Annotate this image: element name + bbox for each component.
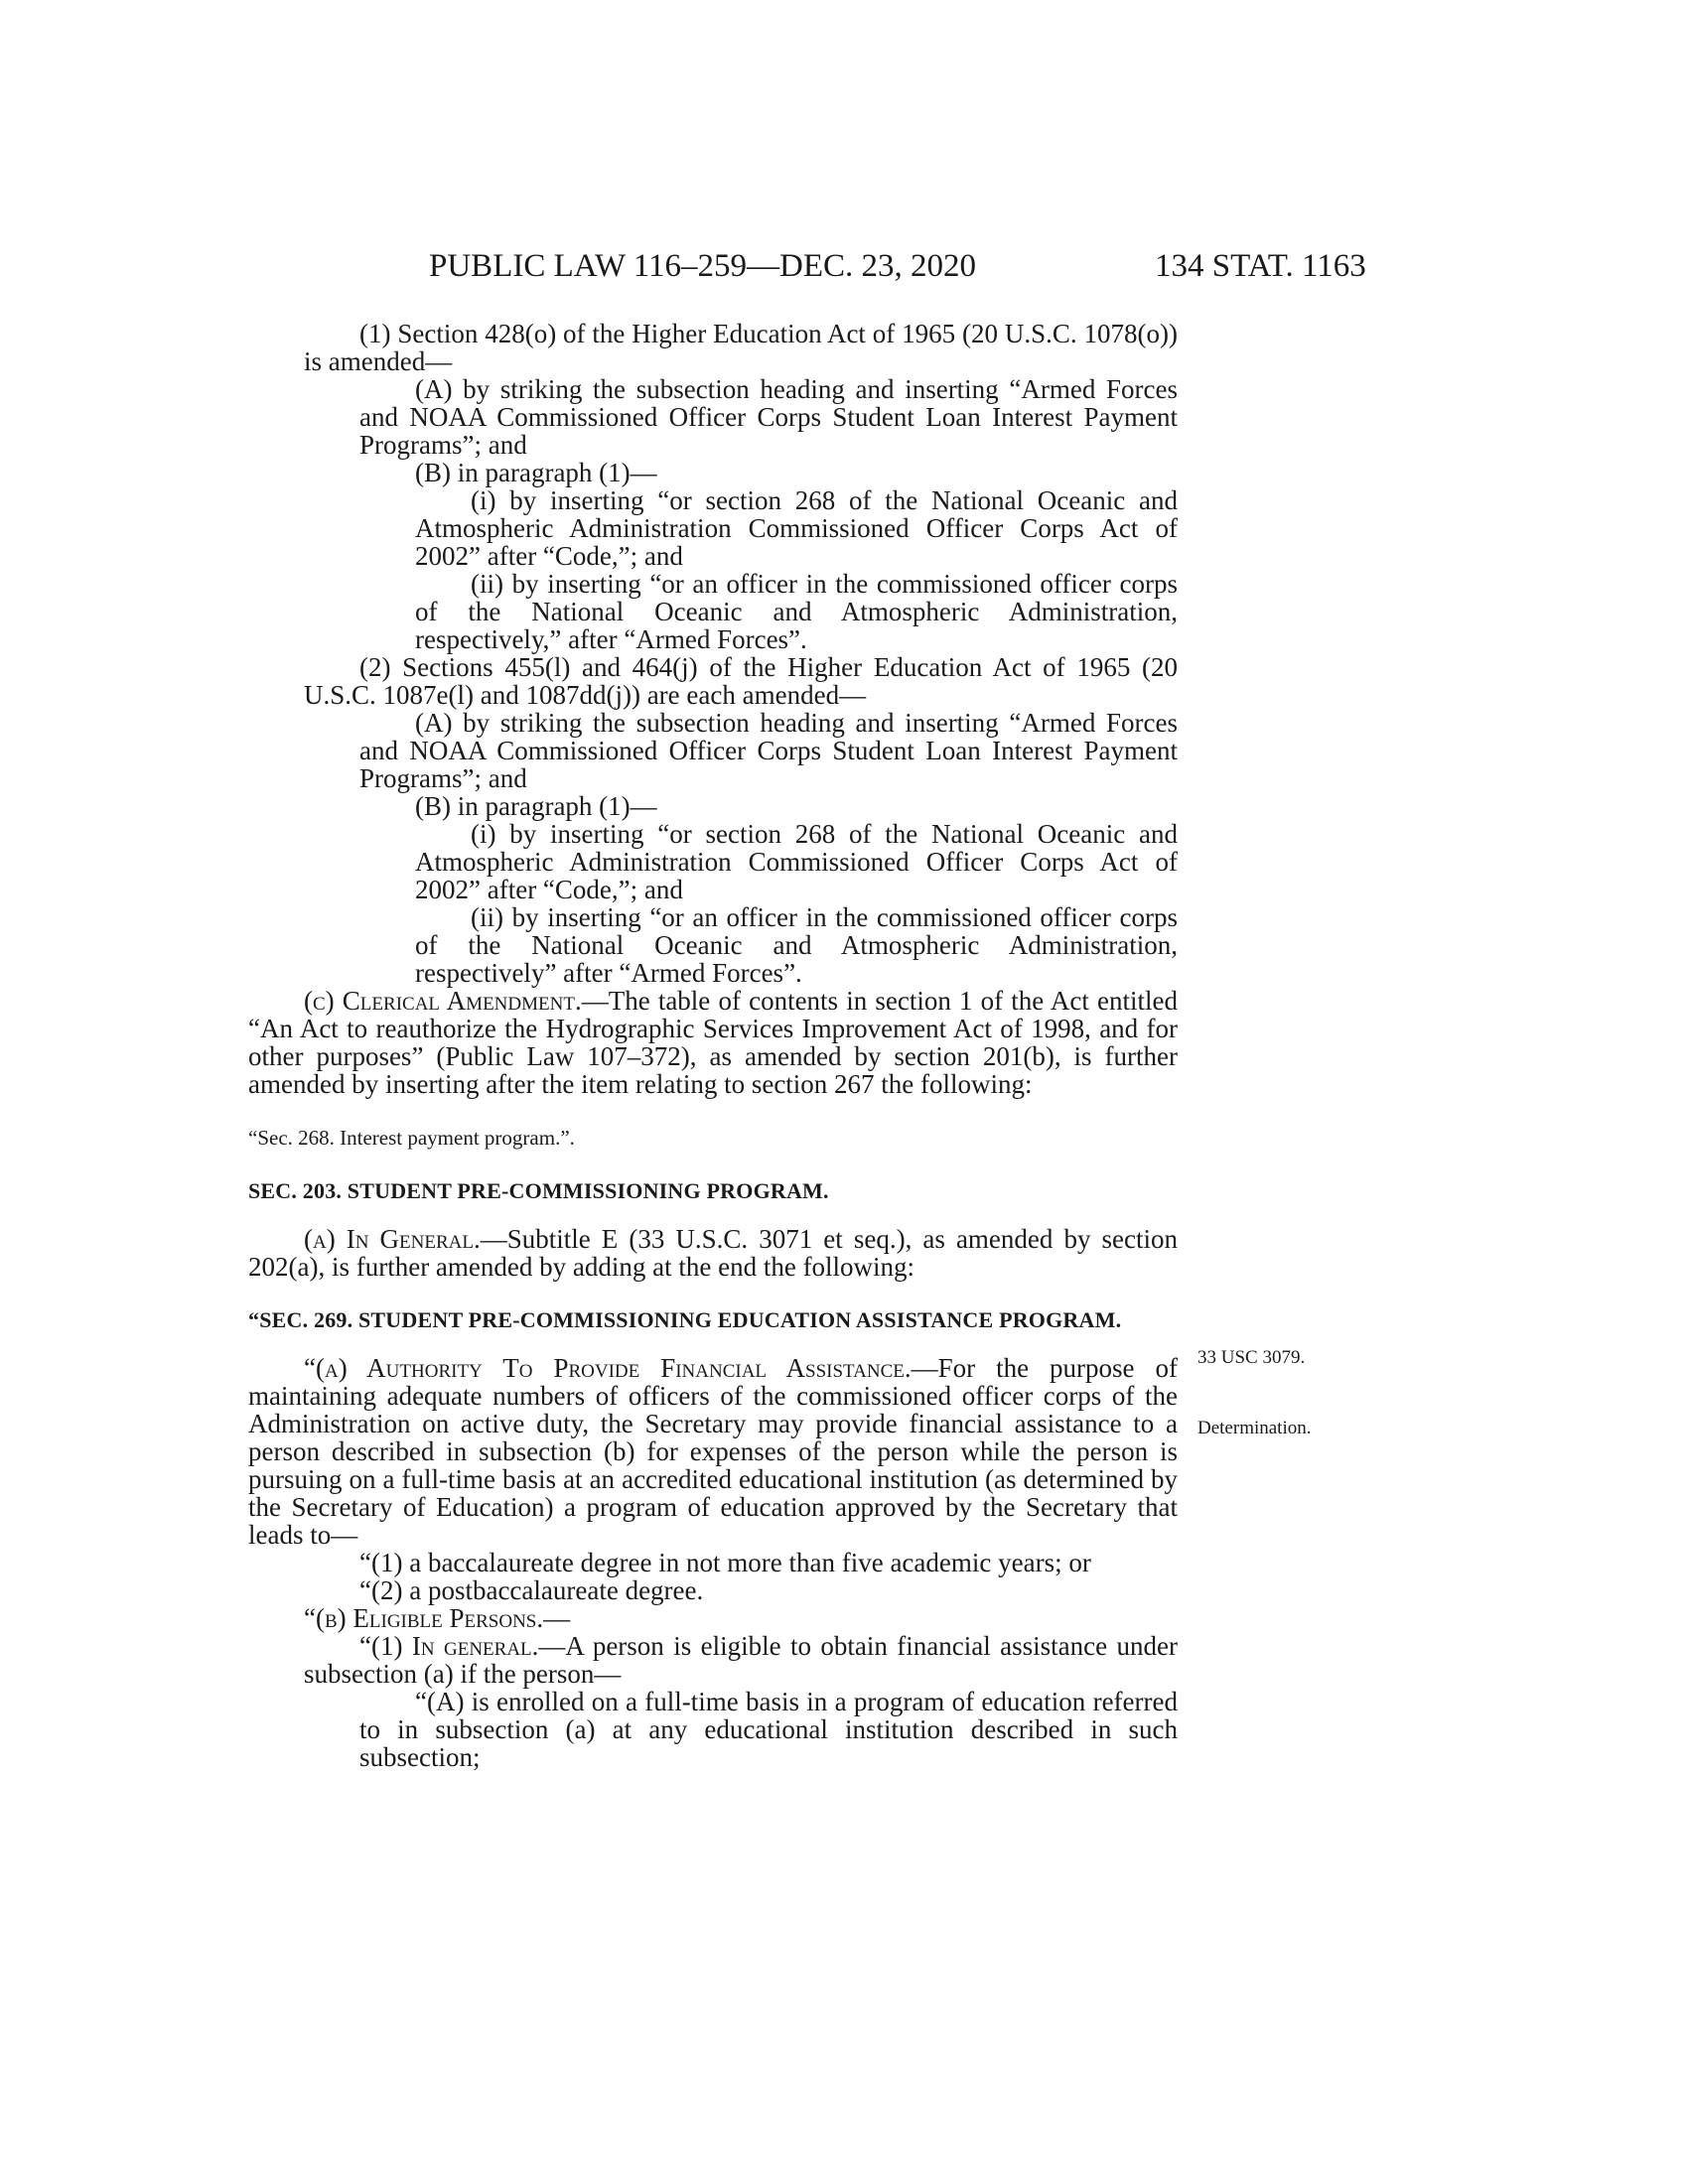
paragraph-269-b-1-a: “(A) is enrolled on a full-time basis in a program of education referred to in subsection (a) at any educational institution described in such subsection; [359,1687,1178,1772]
paragraph-2-a: (A) by striking the subsection heading and inserting “Armed Forces and NOAA Commissioned Officer Corps Student Loan Interest Payment Programs”; and [359,708,1178,793]
paragraph-c [248,987,1178,1098]
paragraph-2-b-i: (i) by inserting “or section 268 of the National Oceanic and Atmospheric Administration Commissioned Officer Corps Act of 2002” after “Code,”; and [415,819,1178,904]
paragraph-c-text: —The table of contents in section 1 of the Act entitled “An Act to reauthorize the Hydrographic Services Improvement Act of 1998, and for other purposes” (Public Law 107–372), as amended by section 201(b), is further amended by inserting after the item relating to section 267 the following: [248,986,1179,1099]
paragraph-269-a-1: “(1) a baccalaureate degree in not more than five academic years; or [359,1548,1091,1577]
paragraph-c-label: (c) Clerical Amendment. [304,986,582,1016]
paragraph-203-a-label: (a) In General. [304,1224,481,1254]
margin-note-usc: 33 USC 3079. [1197,1347,1306,1368]
section-203-heading: SEC. 203. STUDENT PRE-COMMISSIONING PROGRAM. [248,1178,829,1203]
section-269-heading: “SEC. 269. STUDENT PRE-COMMISSIONING EDUCATION ASSISTANCE PROGRAM. [248,1307,1122,1332]
paragraph-203-a-text: —Subtitle E (33 U.S.C. 3071 et seq.), as amended by section 202(a), is further amended by adding at the end the following: [248,1224,1178,1282]
paragraph-1-b-i: (i) by inserting “or section 268 of the National Oceanic and Atmospheric Administration Commissioned Officer Corps Act of 2002” after “Code,”; and [415,485,1178,571]
paragraph-269-b [304,1604,1178,1632]
text-column [248,319,1179,1772]
paragraph-269-b-1 [304,1632,1178,1688]
paragraph-1-b-ii: (ii) by inserting “or an officer in the commissioned officer corps of the National Oceanic and Atmospheric Administration, respectively,” after “Armed Forces”. [415,569,1178,654]
paragraph-269-b-label: “(b) Eligible Persons. [304,1603,544,1633]
paragraph-269-b-dash: — [543,1603,571,1633]
paragraph-269-a-2: “(2) a postbaccalaureate degree. [359,1575,704,1605]
running-header-page-number: 134 STAT. 1163 [1155,248,1366,284]
paragraph-1: (1) Section 428(o) of the Higher Education Act of 1965 (20 U.S.C. 1078(o)) is amended— [304,319,1178,376]
paragraph-269-a-text: —For the purpose of maintaining adequate numbers of officers of the commissioned officer corps of the Administration on active duty, the Secretary may provide financial assistance to a person described in subsection (b) for expenses of the person while the person is pursuing on a full-time basis at an accredited educational institution (as determined by the Secretary of Education) a program of education approved by the Secretary that leads to— [248,1353,1178,1550]
paragraph-2-b-ii: (ii) by inserting “or an officer in the commissioned officer corps of the National Oceanic and Atmospheric Administration, respectively” after “Armed Forces”. [415,902,1178,988]
paragraph-269-b-1-text: —A person is eligible to obtain financial assistance under subsection (a) if the person— [304,1631,1178,1689]
margin-note-determination: Determination. [1197,1418,1312,1438]
running-header-title: PUBLIC LAW 116–259—DEC. 23, 2020 [429,248,977,284]
paragraph-1-b: (B) in paragraph (1)— [415,458,657,487]
paragraph-2-b: (B) in paragraph (1)— [415,791,657,821]
paragraph-2: (2) Sections 455(l) and 464(j) of the Higher Education Act of 1965 (20 U.S.C. 1087e(l) and 1087dd(j)) are each amended— [304,652,1178,710]
paragraph-1-a: (A) by striking the subsection heading and inserting “Armed Forces and NOAA Commissioned Officer Corps Student Loan Interest Payment Programs”; and [359,374,1178,460]
paragraph-203-a [248,1225,1178,1281]
paragraph-269-a [248,1354,1178,1549]
toc-item: “Sec. 268. Interest payment program.”. [248,1126,575,1150]
paragraph-269-a-label: “(a) Authority To Provide Financial Assistance. [304,1353,912,1383]
paragraph-269-b-1-label: “(1) In general. [359,1631,539,1661]
